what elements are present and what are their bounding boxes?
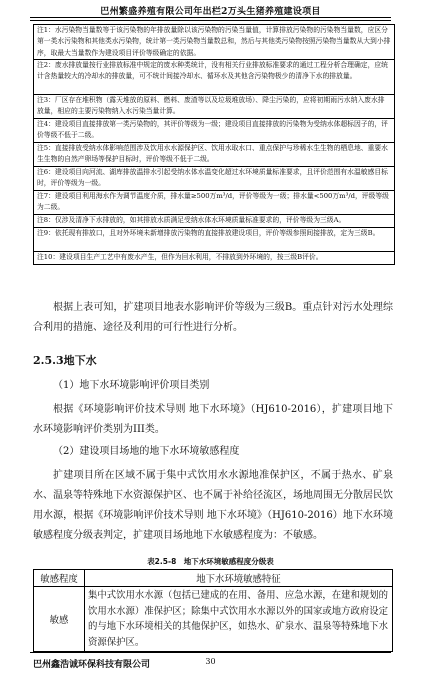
note-9: 注9：依托现有排放口，且对外环境未新增排放污染物的直接排放建设项目，评价等级参照间接排放，定为三级B。	[34, 228, 394, 252]
table-row	[34, 587, 393, 652]
notes-table	[33, 24, 395, 265]
paragraph-project-category: 根据《环境影响评价技术导则 地下水环境》（HJ610-2016），扩建项目地下水环境影响评价类别为III类。	[33, 404, 393, 435]
footer-rule	[30, 652, 391, 653]
page-header: 巴州繁盛养殖有限公司年出栏2万头生猪养殖建设项目	[100, 7, 321, 17]
subheading-2: （2）建设项目场地的地下水环境敏感程度	[53, 446, 240, 457]
note-7: 注7：建设项目利用海水作为调节温度介质，排水量≥500万m³/d，评价等级为一级；排水量<500万m³/d，评级等级为二级。	[34, 191, 394, 215]
table-header-cell: 地下水环境敏感特征	[85, 570, 393, 587]
sensitivity-table	[33, 569, 393, 652]
subheading-1: （1）地下水环境影响评价项目类别	[53, 380, 210, 391]
section-number: 2.5.3	[33, 354, 64, 367]
note-3: 注3：厂区存在堆积物（露天堆放的原料、燃料、废渣等以及垃圾堆放场）、降尘污染的，应将初期雨污水纳入废水排放量，相应的主要污染物纳入水污染当量计算。	[34, 95, 394, 119]
note-5: 注5：直接排放受纳水体影响范围涉及饮用水水源保护区、饮用水取水口、重点保护与珍稀水生生物的栖息地、重要水生生物的自然产卵场等保护目标时，评价等级不低于二级。	[34, 143, 394, 167]
table-cell-feature: 集中式饮用水水源（包括已建成的在用、备用、应急水源，在建和规划的饮用水水源）准保护区；除集中式饮用水水源以外的国家或地方政府设定的与地下水环境相关的其他保护区，如热水、矿泉水、温泉等特殊地下水资源保护区。	[85, 587, 393, 652]
section-title: 地下水	[63, 354, 97, 367]
header-rule	[30, 17, 391, 18]
header-rule-thin	[30, 20, 391, 21]
note-4: 注4：建设项目直接排放第一类污染物的，其评价等级为一级；建设项目直接排放的污染物为受纳水体超标因子的，评价等级不低于二级。	[34, 119, 394, 143]
table-caption: 表2.5-8 地下水环境敏感程度分级表	[147, 557, 274, 566]
table-header-cell: 敏感程度	[34, 570, 85, 587]
note-10: 注10：建设项目生产工艺中有废水产生，但作为回水利用，不排放到外环境的，按三级B评价。	[37, 253, 323, 261]
footer-company: 巴州鑫浩诚环保科技有限公司	[33, 660, 151, 670]
page-number: 30	[205, 657, 216, 666]
note-1: 注1：水污染物当量数等于该污染物的年排放量除以该污染物的污染当量值，计算排放污染物的污染物当量数，应区分第一类水污染物和其他类水污染物，统计第一类污染物当量数总和，然后与其他类污染物按照污染物当量数从大到小排序，取最大当量数作为建设项目评价等级确定的依据。	[34, 25, 394, 60]
section-heading	[33, 352, 97, 368]
note-2: 注2：废水排放量按行业排放标准中规定的废水种类统计，没有相关行业排放标准要求的通过工程分析合理确定，应统计含热量较大的冷却水的排放量，可不统计间接冷却水、循环水及其他含污染物极少的清净下水的排放量。	[34, 60, 394, 95]
paragraph-surface-water-conclusion: 根据上表可知，扩建项目地表水影响评价等级为三级B。重点针对污水处理综合利用的措施、途径及利用的可行性进行分析。	[33, 302, 393, 333]
table-header-row	[34, 570, 393, 587]
paragraph-sensitivity: 扩建项目所在区域不属于集中式饮用水水源地准保护区，不属于热水、矿泉水、温泉等特殊地下水资源保护区、也不属于补给径流区，场地周围无分散居民饮用水源，根据《环境影响评价技术导则 地下水环境》（HJ610-2016）地下水环境敏感程度分级表判定，扩建项目场地地下水敏感程度为：不敏感。	[33, 470, 393, 541]
note-8: 注8：仅涉及清净下水排放的，如其排放水质满足受纳水体水环境质量标准要求的，评价等级为三级A。	[34, 215, 394, 228]
note-6: 注6：建设项目向河流、湖库排放温排水引起受纳水体水温变化超过水环境质量标准要求，且评价范围有水温敏感目标时，评价等级为一级。	[34, 167, 394, 191]
table-cell-level: 敏感	[34, 587, 85, 652]
